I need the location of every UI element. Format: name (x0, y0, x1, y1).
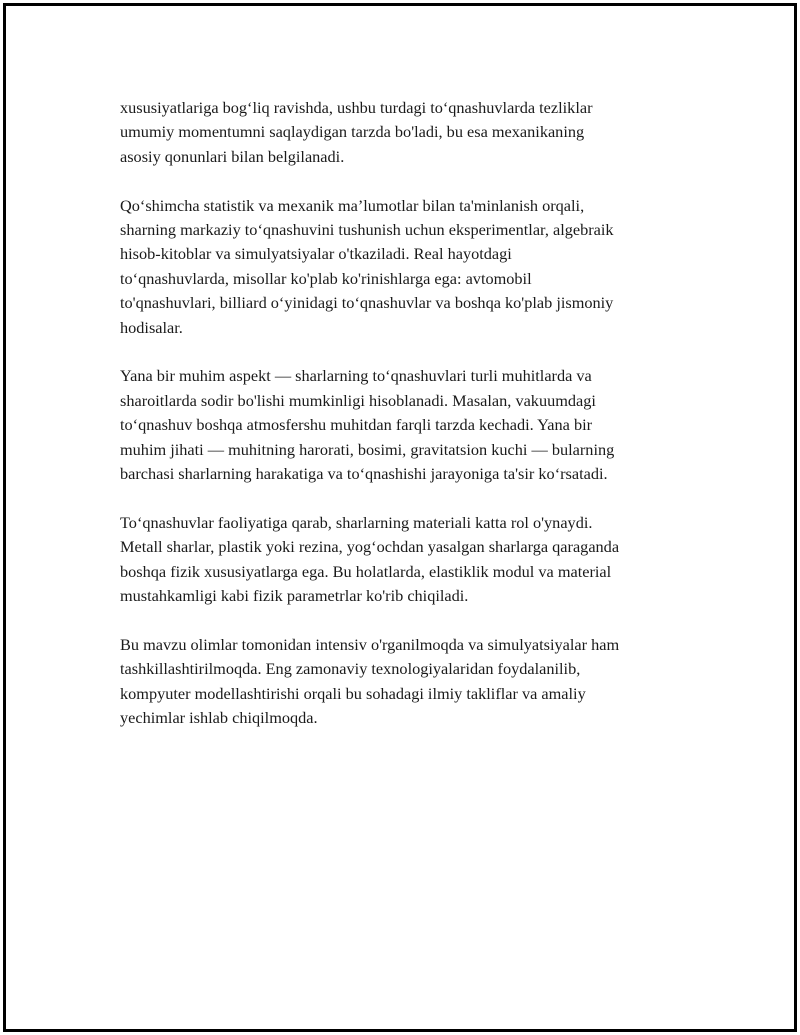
text-line: hodisalar. (120, 317, 183, 337)
text-line: to'qnashuvlari, billiard o‘yinidagi to‘qnashuvlar va boshqa ko'plab jismoniy (120, 293, 614, 313)
text-line: to‘qnashuv boshqa atmosfershu muhitdan farqli tarzda kechadi. Yana bir (120, 415, 593, 435)
text-line: Bu mavzu olimlar tomonidan intensiv o'rganilmoqda va simulyatsiyalar ham (120, 634, 620, 654)
text-line: umumiy momentumni saqlaydigan tarzda bo'ladi, bu esa mexanikaning (120, 122, 585, 142)
text-line: sharning markaziy to‘qnashuvini tushunish uchun eksperimentlar, algebraik (120, 220, 614, 240)
text-line: mustahkamligi kabi fizik parametrlar ko'rib chiqiladi. (120, 586, 469, 606)
paragraph-5 (120, 633, 700, 731)
text-line: to‘qnashuvlarda, misollar ko'plab ko'rinishlarga ega: avtomobil (120, 268, 532, 288)
document-page (3, 3, 797, 1032)
text-line: Metall sharlar, plastik yoki rezina, yog‘ochdan yasalgan sharlarga qaraganda (120, 537, 620, 557)
text-line: hisob-kitoblar va simulyatsiyalar o'tkaziladi. Real hayotdagi (120, 244, 512, 264)
paragraph-3 (120, 364, 700, 486)
text-line: Yana bir muhim aspekt — sharlarning to‘qnashuvlari turli muhitlarda va (120, 366, 592, 386)
text-line: boshqa fizik xususiyatlarga ega. Bu holatlarda, elastiklik modul va material (120, 561, 612, 581)
document-body (120, 96, 700, 755)
text-line: tashkillashtirilmoqda. Eng zamonaviy texnologiyalaridan foydalanilib, (120, 659, 581, 679)
text-line: To‘qnashuvlar faoliyatiga qarab, sharlarning materiali katta rol o'ynaydi. (120, 512, 593, 532)
text-line: barchasi sharlarning harakatiga va to‘qnashishi jarayoniga ta'sir ko‘rsatadi. (120, 464, 608, 484)
text-line: yechimlar ishlab chiqilmoqda. (120, 708, 318, 728)
text-line: asosiy qonunlari bilan belgilanadi. (120, 146, 345, 166)
text-line: muhim jihati — muhitning harorati, bosimi, gravitatsion kuchi — bularning (120, 439, 615, 459)
text-line: sharoitlarda sodir bo'lishi mumkinligi hisoblanadi. Masalan, vakuumdagi (120, 390, 596, 410)
text-line: xususiyatlariga bog‘liq ravishda, ushbu turdagi to‘qnashuvlarda tezliklar (120, 98, 593, 117)
paragraph-4 (120, 511, 700, 609)
paragraph-2 (120, 194, 700, 340)
paragraph-1 (120, 96, 700, 169)
text-line: Qo‘shimcha statistik va mexanik ma’lumotlar bilan ta'minlanish orqali, (120, 195, 585, 215)
text-line: kompyuter modellashtirishi orqali bu sohadagi ilmiy takliflar va amaliy (120, 683, 586, 703)
